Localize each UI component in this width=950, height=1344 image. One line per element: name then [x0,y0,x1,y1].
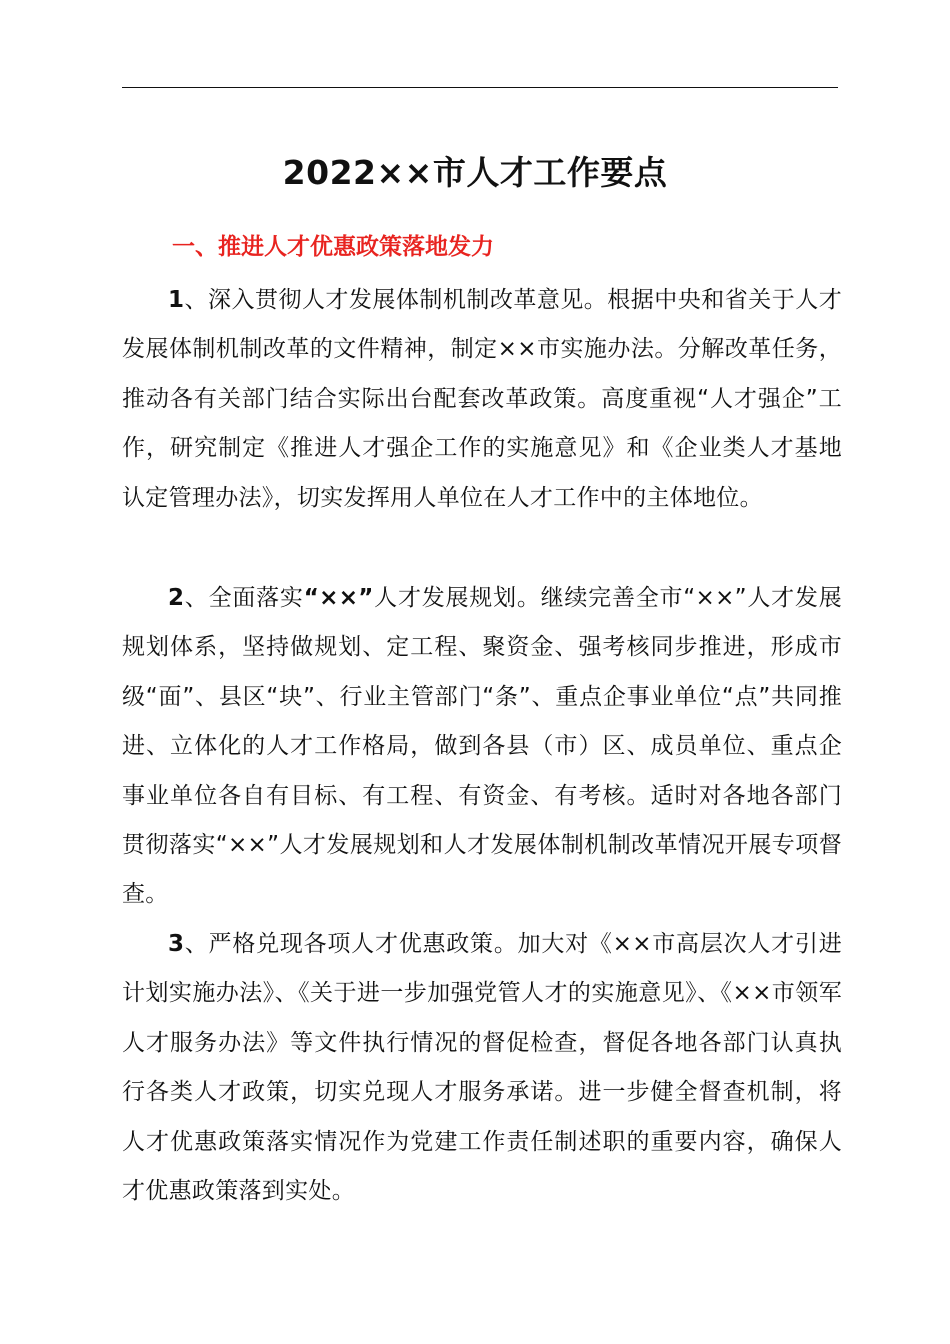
paragraph-text-lead: 、全面落实 [184,585,304,611]
document-title: 2022××市人才工作要点 [282,153,668,192]
paragraph-number: 2 [168,585,185,611]
paragraph-1 [122,276,842,523]
paragraph-number: 3 [168,931,185,957]
paragraph-2 [122,574,842,920]
section-heading: 一、推进人才优惠政策落地发力 [172,234,494,260]
paragraph-3 [122,920,842,1216]
paragraph-number: 1 [168,287,185,313]
paragraph-text: 、严格兑现各项人才优惠政策。加大对《××市高层次人才引进计划实施办法》、《关于进一步加强党管人才的实施意见》、《××市领军人才服务办法》等文件执行情况的督促检查，督促各地各部门认真执行各类人才政策，切实兑现人才服务承诺。进一步健全督查机制，将人才优惠政策落实情况作为党建工作责任制述职的重要内容，确保人才优惠政策落到实处。 [122,931,842,1205]
paragraph-bold-term: “××” [303,585,374,611]
paragraph-text: 人才发展规划。继续完善全市“××”人才发展规划体系，坚持做规划、定工程、聚资金、强考核同步推进，形成市级“面”、县区“块”、行业主管部门“条”、重点企事业单位“点”共同推进、立体化的人才工作格局，做到各县（市）区、成员单位、重点企事业单位各自有目标、有工程、有资金、有考核。适时对各地各部门贯彻落实“××”人才发展规划和人才发展体制机制改革情况开展专项督查。 [122,585,842,908]
paragraph-text: 、深入贯彻人才发展体制机制改革意见。根据中央和省关于人才发展体制机制改革的文件精神，制定××市实施办法。分解改革任务，推动各有关部门结合实际出台配套改革政策。高度重视“人才强企”工作，研究制定《推进人才强企工作的实施意见》和《企业类人才基地认定管理办法》，切实发挥用人单位在人才工作中的主体地位。 [122,287,842,511]
header-rule [122,87,838,88]
